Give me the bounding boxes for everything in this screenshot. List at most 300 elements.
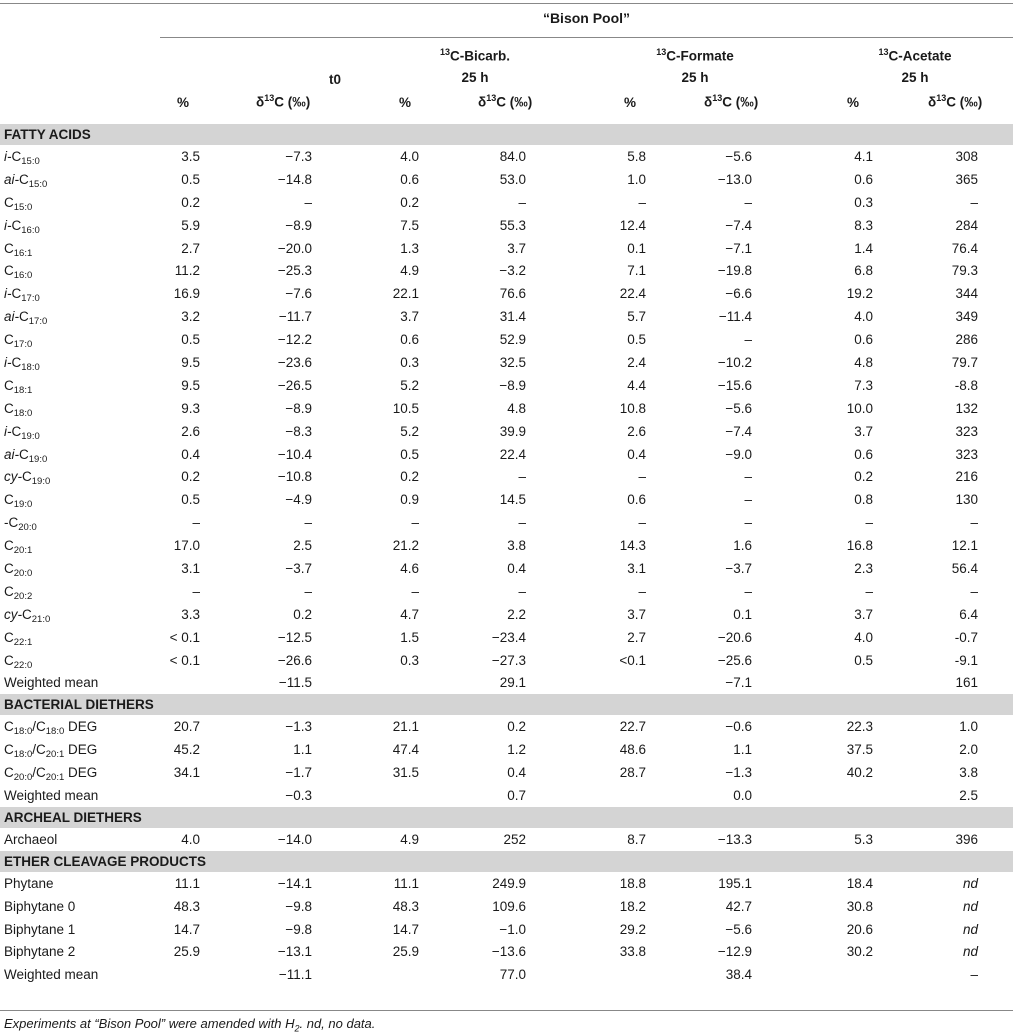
table-row	[0, 214, 1013, 237]
table-cell: −7.1	[725, 675, 752, 691]
table-cell: 3.7	[400, 309, 419, 325]
table-row	[0, 649, 1013, 672]
table-cell: 29.2	[619, 921, 646, 937]
table-row	[0, 918, 1013, 941]
table-cell: 249.9	[492, 875, 526, 891]
table-cell: –	[744, 515, 752, 531]
table-cell: 0.5	[181, 492, 200, 508]
table-cell: 25.9	[392, 944, 419, 960]
table-row	[0, 488, 1013, 511]
header-t0: t0	[328, 72, 341, 87]
section-title: BACTERIAL DIETHERS	[0, 694, 1013, 715]
table-cell	[752, 963, 873, 986]
table-cell: –	[518, 583, 526, 599]
table-cell: 0.6	[854, 446, 873, 462]
table-cell: 0.4	[181, 446, 200, 462]
table-row	[0, 191, 1013, 214]
table-cell: 10.0	[846, 400, 873, 416]
table-cell	[526, 784, 646, 807]
table-cell: 2.4	[627, 354, 646, 370]
header-formate-time: 25 h	[681, 70, 709, 85]
table-cell: 8.3	[854, 217, 873, 233]
table-cell: −6.6	[725, 286, 752, 302]
table-cell: −10.2	[717, 354, 752, 370]
table-cell: −20.0	[277, 240, 312, 256]
table-cell: 16.9	[173, 286, 200, 302]
table-cell: 37.5	[846, 742, 873, 758]
table-cell: 1.4	[854, 240, 873, 256]
table-cell: 9.5	[181, 354, 200, 370]
table-cell: −7.3	[285, 148, 312, 164]
row-label: $C_{20:0}/C_{20:1}$ DEG	[4, 765, 98, 784]
table-cell: 349	[955, 309, 978, 325]
table-cell: −25.3	[277, 263, 312, 279]
table-row	[0, 941, 1013, 964]
table-cell: 0.5	[627, 332, 646, 348]
table-cell: 2.6	[181, 423, 200, 439]
table-cell: 31.5	[392, 765, 419, 781]
section-header	[0, 807, 1013, 828]
table-cell: 0.6	[400, 171, 419, 187]
table-cell: 0.4	[507, 765, 526, 781]
table-cell: −1.3	[725, 765, 752, 781]
table-cell: −4.9	[285, 492, 312, 508]
table-cell: 0.1	[733, 606, 752, 622]
col-header-delta: $\delta^{13}C$ (‰)	[478, 93, 533, 110]
table-cell: 1.1	[733, 742, 752, 758]
table-cell: −14.0	[277, 831, 312, 847]
table-cell: 3.7	[854, 423, 873, 439]
table-cell: −1.0	[499, 921, 526, 937]
table-cell: 4.6	[400, 560, 419, 576]
table-row	[0, 282, 1013, 305]
table-row	[0, 168, 1013, 191]
table-cell: −9.8	[285, 898, 312, 914]
table-cell: 45.2	[173, 742, 200, 758]
table-cell: −11.1	[278, 967, 312, 983]
table-cell: –	[744, 194, 752, 210]
table-cell: 396	[955, 831, 978, 847]
table-cell: 2.7	[627, 629, 646, 645]
table-cell: 4.9	[400, 263, 419, 279]
table-cell: –	[411, 515, 419, 531]
table-cell: nd	[962, 898, 978, 914]
table-cell: < 0.1	[169, 652, 200, 668]
table-cell: 0.2	[293, 606, 312, 622]
table-cell: −8.9	[285, 217, 312, 233]
table-row	[0, 626, 1013, 649]
table-row	[0, 580, 1013, 603]
table-cell: –	[865, 515, 873, 531]
table-row	[0, 397, 1013, 420]
table-cell: 0.5	[181, 332, 200, 348]
table-cell: 33.8	[619, 944, 646, 960]
table-cell: 5.2	[400, 377, 419, 393]
table-cell: −5.6	[725, 921, 752, 937]
table-cell	[312, 671, 419, 694]
row-label: $C_{22:1}$	[4, 629, 33, 648]
table-cell: 3.7	[627, 606, 646, 622]
table-cell: −3.2	[499, 263, 526, 279]
row-label: $C_{18:0}$	[4, 400, 33, 419]
table-row	[0, 145, 1013, 168]
table-cell: 14.3	[619, 538, 646, 554]
table-cell: −23.4	[491, 629, 526, 645]
table-cell: −5.6	[725, 148, 752, 164]
table-cell: 0.3	[854, 194, 873, 210]
table-row	[0, 761, 1013, 784]
table-row	[0, 872, 1013, 895]
table-cell: –	[970, 515, 978, 531]
table-cell	[150, 671, 200, 694]
table-cell: 323	[955, 423, 978, 439]
table-cell: 53.0	[499, 171, 526, 187]
table-row	[0, 305, 1013, 328]
table-cell: –	[192, 515, 200, 531]
table-cell: 19.2	[846, 286, 873, 302]
header-acetate-time: 25 h	[901, 70, 929, 85]
row-label: $i-C_{15:0}$	[4, 148, 40, 167]
table-cell: 0.6	[854, 171, 873, 187]
data-table	[0, 124, 1013, 986]
table-cell: –	[865, 583, 873, 599]
table-cell: 21.2	[392, 538, 419, 554]
table-cell: 5.9	[181, 217, 200, 233]
row-label: Weighted mean	[4, 787, 99, 803]
table-cell: 0.6	[854, 332, 873, 348]
table-cell: 5.8	[627, 148, 646, 164]
table-row	[0, 557, 1013, 580]
table-row	[0, 963, 1013, 986]
table-cell: 4.4	[627, 377, 646, 393]
row-label: $-C_{20:0}$	[4, 515, 37, 534]
table-row	[0, 328, 1013, 351]
table-cell: 84.0	[499, 148, 526, 164]
table-cell: 29.1	[499, 675, 526, 691]
table-cell: −8.9	[499, 377, 526, 393]
table-row	[0, 828, 1013, 851]
table-cell: 1.0	[627, 171, 646, 187]
table-row	[0, 351, 1013, 374]
table-cell: 20.7	[173, 719, 200, 735]
table-cell: 4.7	[400, 606, 419, 622]
table-cell: 0.5	[854, 652, 873, 668]
table-cell: 28.7	[619, 765, 646, 781]
table-cell: –	[744, 583, 752, 599]
section-title: ETHER CLEAVAGE PRODUCTS	[0, 851, 1013, 872]
table-cell: 16.8	[846, 538, 873, 554]
table-row	[0, 534, 1013, 557]
table-cell: −0.3	[285, 787, 312, 803]
table-cell: 48.3	[173, 898, 200, 914]
table-cell: −25.6	[717, 652, 752, 668]
row-label: $ai-C_{15:0}$	[4, 171, 48, 190]
table-cell: 14.7	[173, 921, 200, 937]
table-cell: 10.5	[392, 400, 419, 416]
row-label: Biphytane 1	[4, 921, 76, 937]
row-label: $C_{16:1}$	[4, 240, 33, 259]
table-cell: 0.2	[854, 469, 873, 485]
table-cell: 2.7	[181, 240, 200, 256]
table-cell: 1.5	[400, 629, 419, 645]
section-header	[0, 851, 1013, 872]
table-cell: 3.3	[181, 606, 200, 622]
table-cell: 14.5	[499, 492, 526, 508]
table-cell: −27.3	[491, 652, 526, 668]
table-cell: nd	[962, 944, 978, 960]
section-title: ARCHEAL DIETHERS	[0, 807, 1013, 828]
table-row	[0, 738, 1013, 761]
table-cell: –	[638, 469, 646, 485]
table-cell: 22.3	[846, 719, 873, 735]
table-cell: 31.4	[499, 309, 526, 325]
table-cell: –	[638, 194, 646, 210]
table-cell: 0.6	[627, 492, 646, 508]
table-cell: 18.4	[846, 875, 873, 891]
table-cell: 3.1	[181, 560, 200, 576]
table-cell: 4.0	[854, 629, 873, 645]
table-cell: −26.5	[277, 377, 312, 393]
table-cell: 132	[955, 400, 978, 416]
table-cell: 0.1	[627, 240, 646, 256]
table-cell: 0.9	[400, 492, 419, 508]
table-cell: 0.2	[181, 469, 200, 485]
row-label: Biphytane 0	[4, 898, 76, 914]
table-cell: −9.8	[285, 921, 312, 937]
table-cell	[312, 784, 419, 807]
table-cell: 2.3	[854, 560, 873, 576]
row-label: $C_{22:0}$	[4, 652, 33, 671]
table-cell: −8.3	[285, 423, 312, 439]
table-cell: −10.4	[277, 446, 312, 462]
row-label: $C_{18:0}/C_{20:1}$ DEG	[4, 742, 98, 761]
table-cell: 4.8	[854, 354, 873, 370]
table-cell: 18.2	[619, 898, 646, 914]
table-cell: −12.5	[277, 629, 312, 645]
table-cell: -0.7	[954, 629, 978, 645]
col-header-delta: $\delta^{13}C$ (‰)	[704, 93, 759, 110]
table-cell: –	[638, 583, 646, 599]
table-cell: nd	[962, 875, 978, 891]
table-cell: 0.0	[733, 787, 752, 803]
table-cell: 0.5	[400, 446, 419, 462]
table-cell: 4.0	[400, 148, 419, 164]
section-header	[0, 124, 1013, 145]
row-label: $C_{20:1}$	[4, 538, 33, 557]
table-cell: 0.2	[400, 194, 419, 210]
table-cell: 323	[955, 446, 978, 462]
table-cell: −11.7	[278, 309, 312, 325]
table-cell: <0.1	[619, 652, 646, 668]
table-cell: 1.3	[400, 240, 419, 256]
table-cell: –	[518, 194, 526, 210]
table-cell: 3.8	[507, 538, 526, 554]
row-label: $C_{20:0}$	[4, 560, 33, 579]
row-label: $C_{19:0}$	[4, 492, 33, 511]
table-cell: -8.8	[954, 377, 978, 393]
table-cell: 3.1	[627, 560, 646, 576]
table-cell: 2.0	[959, 742, 978, 758]
table-cell: 42.7	[725, 898, 752, 914]
table-cell: –	[970, 967, 978, 983]
section-header	[0, 694, 1013, 715]
table-cell: 284	[955, 217, 978, 233]
table-cell: −3.7	[285, 560, 312, 576]
table-cell: 0.6	[400, 332, 419, 348]
table-cell: 38.4	[725, 967, 752, 983]
table-cell: 1.0	[959, 719, 978, 735]
header-acetate: $^{13}$C-Acetate	[878, 47, 952, 64]
col-header-pct: %	[624, 95, 637, 110]
table-row	[0, 237, 1013, 260]
table-cell: 2.5	[293, 538, 312, 554]
table-cell: −7.1	[725, 240, 752, 256]
table-cell: 0.3	[400, 652, 419, 668]
table-title: “Bison Pool”	[542, 10, 631, 26]
table-cell: 8.7	[627, 831, 646, 847]
row-label: Archaeol	[4, 831, 58, 847]
table-cell: 56.4	[951, 560, 978, 576]
table-cell: 4.0	[854, 309, 873, 325]
table-cell: 2.6	[627, 423, 646, 439]
table-cell: 0.2	[181, 194, 200, 210]
table-cell: −12.2	[277, 332, 312, 348]
table-cell: −8.9	[285, 400, 312, 416]
table-cell: 5.7	[627, 309, 646, 325]
table-row	[0, 465, 1013, 488]
table-cell: 0.4	[627, 446, 646, 462]
table-cell: 1.2	[507, 742, 526, 758]
table-cell: 22.7	[619, 719, 646, 735]
row-label: $cy-C_{21:0}$	[4, 606, 51, 625]
table-cell: 3.5	[181, 148, 200, 164]
table-row	[0, 895, 1013, 918]
table-cell: 216	[955, 469, 978, 485]
table-cell: 79.3	[951, 263, 978, 279]
table-cell: −19.8	[717, 263, 752, 279]
table-cell	[312, 963, 419, 986]
table-cell: –	[638, 515, 646, 531]
table-cell: −12.9	[717, 944, 752, 960]
header-bicarb: $^{13}$C-Bicarb.	[439, 47, 511, 64]
table-cell: 3.8	[959, 765, 978, 781]
row-label: $ai-C_{17:0}$	[4, 309, 48, 328]
table-cell: 52.9	[499, 332, 526, 348]
table-cell: −23.6	[277, 354, 312, 370]
col-header-delta: $\delta^{13}C$ (‰)	[928, 93, 983, 110]
table-cell: 12.1	[951, 538, 978, 554]
table-cell: 0.8	[854, 492, 873, 508]
table-cell: 34.1	[173, 765, 200, 781]
table-cell: 30.8	[846, 898, 873, 914]
row-label: Biphytane 2	[4, 944, 76, 960]
table-cell: 7.5	[400, 217, 419, 233]
table-cell: 22.4	[499, 446, 526, 462]
table-cell: −14.8	[277, 171, 312, 187]
table-cell: 76.4	[951, 240, 978, 256]
table-cell: 55.3	[499, 217, 526, 233]
table-cell: 7.3	[854, 377, 873, 393]
table-row	[0, 784, 1013, 807]
row-label: $C_{15:0}$	[4, 194, 33, 213]
table-cell: 0.4	[507, 560, 526, 576]
row-label: $C_{20:2}$	[4, 583, 33, 602]
table-cell: 1.1	[293, 742, 312, 758]
table-row	[0, 715, 1013, 738]
col-header-pct: %	[399, 95, 412, 110]
table-cell: 0.2	[400, 469, 419, 485]
row-label: $C_{17:0}$	[4, 332, 33, 351]
table-cell: 12.4	[619, 217, 646, 233]
table-cell: –	[518, 515, 526, 531]
table-cell: 4.0	[181, 831, 200, 847]
table-cell: 22.4	[619, 286, 646, 302]
table-cell: −13.6	[491, 944, 526, 960]
table-cell	[150, 963, 200, 986]
table-cell: 47.4	[392, 742, 419, 758]
table-cell: −1.7	[285, 765, 312, 781]
section-title: FATTY ACIDS	[0, 124, 1013, 145]
table-cell: -9.1	[954, 652, 978, 668]
table-cell: 130	[955, 492, 978, 508]
bottom-rule	[0, 1010, 1013, 1011]
table-cell: −10.8	[277, 469, 312, 485]
table-cell: 344	[955, 286, 978, 302]
table-cell: 14.7	[392, 921, 419, 937]
table-cell	[752, 671, 873, 694]
table-row	[0, 511, 1013, 534]
table-cell: −13.1	[277, 944, 312, 960]
row-label: $C_{16:0}$	[4, 263, 33, 282]
col-header-delta: $\delta^{13}C$ (‰)	[256, 93, 311, 110]
row-label: Weighted mean	[4, 675, 99, 691]
row-label: $cy-C_{19:0}$	[4, 469, 51, 488]
row-label: $C_{18:1}$	[4, 377, 33, 396]
table-cell: 4.8	[507, 400, 526, 416]
row-label: $i-C_{18:0}$	[4, 354, 40, 373]
table-cell: 11.1	[174, 875, 200, 891]
table-cell: –	[970, 194, 978, 210]
table-cell: 5.3	[854, 831, 873, 847]
row-label: $i-C_{16:0}$	[4, 217, 40, 236]
table-cell: 25.9	[173, 944, 200, 960]
table-row	[0, 374, 1013, 397]
table-cell: 7.1	[627, 263, 646, 279]
table-cell: 11.1	[393, 875, 419, 891]
header-bicarb-time: 25 h	[461, 70, 489, 85]
table-cell	[526, 963, 646, 986]
table-cell: 195.1	[718, 875, 752, 891]
table-cell: 252	[503, 831, 526, 847]
table-cell: −9.0	[725, 446, 752, 462]
table-cell	[150, 784, 200, 807]
row-label: $i-C_{17:0}$	[4, 286, 40, 305]
table-cell: –	[744, 492, 752, 508]
table-cell: –	[304, 515, 312, 531]
header-formate: $^{13}$C-Formate	[656, 47, 734, 64]
table-cell: 0.7	[507, 787, 526, 803]
table-cell: 3.7	[854, 606, 873, 622]
table-cell: −26.6	[277, 652, 312, 668]
table-cell: −7.6	[285, 286, 312, 302]
table-cell: 2.5	[959, 787, 978, 803]
table-cell: 21.1	[392, 719, 419, 735]
table-cell: 4.1	[854, 148, 873, 164]
table-cell: 286	[955, 332, 978, 348]
table-cell: –	[744, 469, 752, 485]
row-label: Weighted mean	[4, 967, 99, 983]
table-cell: 2.2	[507, 606, 526, 622]
